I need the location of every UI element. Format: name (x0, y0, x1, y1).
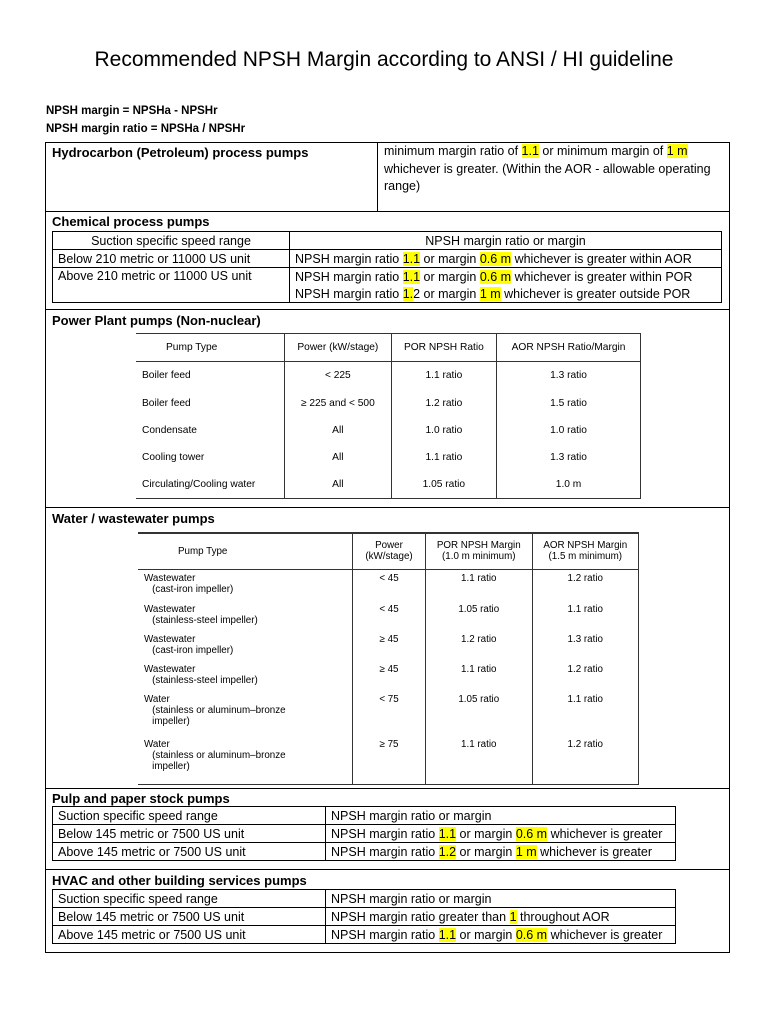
cell-text: 2 (413, 286, 421, 301)
table-cell: Below 145 metric or 7500 US unit (53, 908, 326, 926)
hydrocarbon-requirement (384, 143, 724, 196)
table-row (53, 890, 676, 908)
table-cell (326, 926, 676, 944)
highlight-margin: 1 m (479, 286, 501, 301)
table-cell: 1.1 ratio (532, 694, 638, 739)
section-divider (45, 788, 730, 789)
table-cell: 1.2 ratio (532, 664, 638, 694)
table-cell (290, 268, 722, 286)
table-row (53, 843, 676, 861)
chemical-table (52, 231, 722, 303)
table-cell: All (285, 444, 392, 471)
table-cell: 1.2 ratio (426, 634, 533, 664)
cell-text: or margin (420, 286, 480, 301)
table-cell: Water (stainless or aluminum–bronze impeller) (144, 738, 286, 772)
table-cell: 1.2 ratio (532, 569, 638, 604)
table-cell: 1.2 ratio (532, 739, 638, 784)
outer-border-right (729, 142, 730, 953)
highlight-margin: 0.6 m (479, 251, 512, 266)
table-header-cell: AOR NPSH Ratio/Margin (497, 334, 640, 362)
cell-text: NPSH margin ratio (295, 286, 403, 301)
table-cell: 1.1 ratio (426, 664, 533, 694)
table-cell: All (285, 471, 392, 498)
table-header-cell: Pump Type (136, 334, 285, 362)
table-cell (290, 250, 722, 268)
chemical-title: Chemical process pumps (52, 214, 210, 229)
table-row (53, 908, 676, 926)
water-title: Water / wastewater pumps (52, 511, 215, 526)
hydrocarbon-text: minimum margin ratio of (384, 144, 522, 158)
table-row (136, 471, 640, 498)
table-cell: Wastewater (cast-iron impeller) (144, 633, 234, 656)
cell-text: or margin (420, 269, 480, 284)
cell-text: whichever is greater within POR (511, 269, 693, 284)
table-cell: 1.1 ratio (426, 569, 533, 604)
highlight-ratio: 1.1 (402, 269, 421, 284)
cell-text: or margin (456, 927, 516, 942)
hvac-table (52, 889, 676, 944)
table-cell: Boiler feed (142, 397, 191, 409)
highlight-margin: 0.6 m (479, 269, 512, 284)
table-cell: 1.1 ratio (426, 739, 533, 784)
pulp-table (52, 806, 676, 861)
table-cell: Cooling tower (142, 451, 205, 463)
table-row (53, 232, 722, 250)
cell-text: NPSH margin ratio greater than (331, 909, 510, 924)
highlight-ratio: 1.1 (438, 927, 457, 942)
table-header-cell: POR NPSH Ratio (391, 334, 496, 362)
table-cell: 1.3 ratio (532, 634, 638, 664)
table-header-cell: Pump Type (138, 534, 353, 569)
cell-text: NPSH margin ratio (331, 826, 439, 841)
table-cell: < 45 (353, 569, 426, 604)
table-cell: 1.05 ratio (426, 604, 533, 634)
cell-text: or margin (456, 826, 516, 841)
table-cell: ≥ 45 (353, 634, 426, 664)
table-cell: 1.5 ratio (497, 390, 640, 417)
table-cell: 1.1 ratio (391, 362, 496, 390)
cell-text: NPSH margin ratio (331, 927, 439, 942)
table-cell: Circulating/Cooling water (142, 478, 256, 490)
cell-text: NPSH margin ratio (331, 844, 439, 859)
table-row (136, 417, 640, 444)
cell-text: or margin (456, 844, 516, 859)
cell-text: whichever is greater (547, 927, 663, 942)
npsh-margin-ratio-formula: NPSH margin ratio = NPSHa / NPSHr (46, 123, 246, 135)
table-cell (326, 908, 676, 926)
table-cell: Wastewater (cast-iron impeller) (144, 572, 234, 595)
hvac-title: HVAC and other building services pumps (52, 873, 307, 888)
table-header-cell: NPSH margin ratio or margin (326, 807, 676, 825)
table-row (53, 825, 676, 843)
outer-border-left (45, 142, 46, 953)
table-header-cell: Power (kW/stage) (285, 334, 392, 362)
table-cell: Wastewater (stainless-steel impeller) (144, 663, 258, 686)
table-header-cell: Power (kW/stage) (353, 534, 426, 569)
section-divider (45, 211, 730, 212)
highlight-ratio: 1.2 (438, 844, 457, 859)
table-cell: Above 145 metric or 7500 US unit (53, 926, 326, 944)
table-cell: All (285, 417, 392, 444)
cell-text: whichever is greater (536, 844, 652, 859)
power-title: Power Plant pumps (Non-nuclear) (52, 313, 261, 328)
table-cell: 1.0 m (497, 471, 640, 498)
table-cell: ≥ 75 (353, 739, 426, 784)
table-row (136, 444, 640, 471)
table-cell: ≥ 225 and < 500 (285, 390, 392, 417)
highlight-ratio: 1. (402, 286, 414, 301)
highlight-margin: 0.6 m (515, 826, 548, 841)
table-cell (326, 843, 676, 861)
table-cell (326, 825, 676, 843)
table-cell: 1.05 ratio (426, 694, 533, 739)
table-cell: < 45 (353, 604, 426, 634)
table-row (138, 694, 638, 739)
table-cell: 1.0 ratio (497, 417, 640, 444)
cell-text: or margin (420, 251, 480, 266)
table-cell: Wastewater (stainless-steel impeller) (144, 603, 258, 626)
hydrocarbon-divider (377, 142, 378, 212)
hydrocarbon-text: whichever is greater. (Within the AOR - allowable operating range) (384, 161, 711, 193)
npsh-margin-formula: NPSH margin = NPSHa - NPSHr (46, 105, 218, 117)
page-title: Recommended NPSH Margin according to ANSI / HI guideline (94, 48, 674, 71)
highlight-ratio: 1.1 (521, 144, 539, 158)
table-cell: 1.2 ratio (391, 390, 496, 417)
cell-text: NPSH margin ratio (295, 269, 403, 284)
table-cell (290, 285, 722, 303)
section-divider (45, 507, 730, 508)
table-cell: ≥ 45 (353, 664, 426, 694)
power-plant-table (136, 333, 641, 499)
highlight-ratio: 1.1 (402, 251, 421, 266)
table-cell: Above 210 metric or 11000 US unit (53, 268, 290, 303)
table-header-cell: Suction specific speed range (53, 890, 326, 908)
highlight-margin: 0.6 m (515, 927, 548, 942)
highlight-ratio: 1 (509, 909, 517, 924)
table-row (136, 390, 640, 417)
table-header-cell: NPSH margin ratio or margin (290, 232, 722, 250)
section-divider (45, 309, 730, 310)
table-row (53, 268, 722, 286)
table-row (53, 926, 676, 944)
highlight-ratio: 1.1 (438, 826, 457, 841)
table-header-cell: AOR NPSH Margin (1.5 m minimum) (532, 534, 638, 569)
table-cell: 1.3 ratio (497, 362, 640, 390)
table-cell: Water (stainless or aluminum–bronze impeller) (144, 693, 286, 727)
table-cell: 1.3 ratio (497, 444, 640, 471)
outer-border-bottom (45, 952, 730, 953)
hydrocarbon-title: Hydrocarbon (Petroleum) process pumps (52, 145, 309, 160)
table-cell: Boiler feed (142, 370, 191, 382)
table-cell: Below 210 metric or 11000 US unit (53, 250, 290, 268)
table-row (138, 634, 638, 664)
highlight-margin: 1 m (515, 844, 537, 859)
table-row (136, 362, 640, 390)
pulp-title: Pulp and paper stock pumps (52, 791, 230, 806)
table-cell: 1.0 ratio (391, 417, 496, 444)
table-cell: 1.05 ratio (391, 471, 496, 498)
table-cell: < 75 (353, 694, 426, 739)
highlight-margin: 1 m (666, 144, 688, 158)
hydrocarbon-text: or minimum margin of (538, 144, 667, 158)
table-row (138, 569, 638, 604)
table-header-cell: Suction specific speed range (53, 232, 290, 250)
table-cell: Above 145 metric or 7500 US unit (53, 843, 326, 861)
table-cell: 1.1 ratio (391, 444, 496, 471)
water-table (138, 532, 639, 785)
table-row (136, 334, 640, 362)
section-divider (45, 869, 730, 870)
table-row (138, 664, 638, 694)
table-header-cell: Suction specific speed range (53, 807, 326, 825)
table-row (53, 807, 676, 825)
table-row (138, 534, 638, 569)
cell-text: throughout AOR (516, 909, 610, 924)
table-row (138, 604, 638, 634)
cell-text: NPSH margin ratio (295, 251, 403, 266)
cell-text: whichever is greater (547, 826, 663, 841)
cell-text: whichever is greater outside POR (500, 286, 691, 301)
cell-text: whichever is greater within AOR (511, 251, 692, 266)
table-header-cell: NPSH margin ratio or margin (326, 890, 676, 908)
table-cell: 1.1 ratio (532, 604, 638, 634)
table-cell: Below 145 metric or 7500 US unit (53, 825, 326, 843)
table-cell: < 225 (285, 362, 392, 390)
table-row (53, 250, 722, 268)
table-cell: Condensate (142, 424, 197, 436)
table-header-cell: POR NPSH Margin (1.0 m minimum) (426, 534, 533, 569)
table-row (138, 739, 638, 784)
